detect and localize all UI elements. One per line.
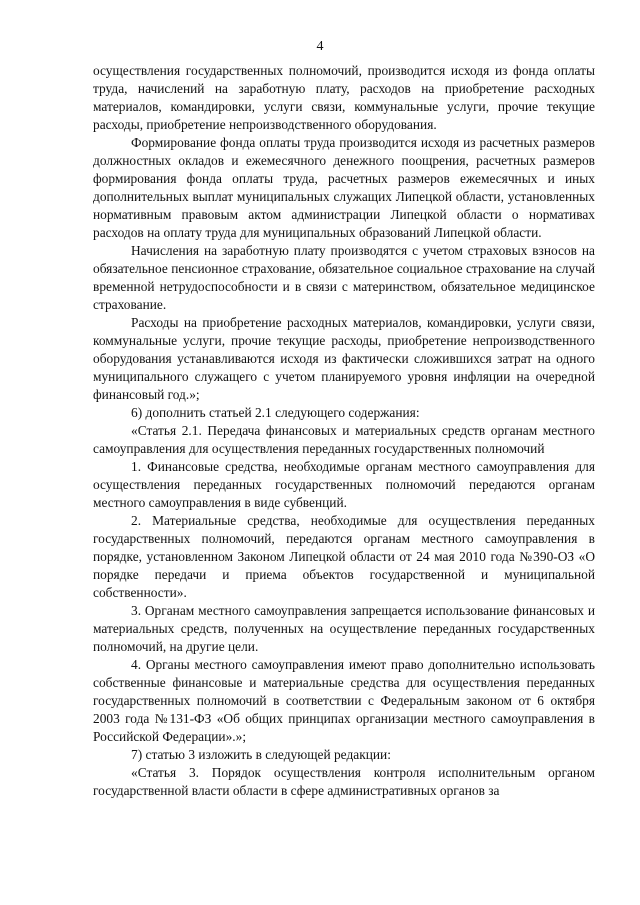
document-body — [93, 62, 595, 800]
paragraph-expenses: Расходы на приобретение расходных материалов, командировки, услуги связи, коммунальные услуги, прочие текущие расходы, приобретение непроизводственного оборудования устанавливаются исходя из фактически сложившихся затрат на одного муниципального служащего с учетом планируемого уровня инфляции на очередной финансовый год.»; — [93, 315, 595, 402]
paragraph-continuation: осуществления государственных полномочий, производится исходя из фонда оплаты труда, начислений на заработную плату, расходов на приобретение расходных материалов, командировки, услуги связи, коммунальные услуги, прочие текущие расходы, приобретение непроизводственного оборудования. — [93, 63, 595, 132]
paragraph-article-2-1-item-3: 3. Органам местного самоуправления запрещается использование финансовых и материальных средств, полученных на осуществление переданных государственных полномочий, на другие цели. — [93, 603, 595, 654]
paragraph-wage-fund: Формирование фонда оплаты труда производится исходя из расчетных размеров должностных окладов и ежемесячного денежного поощрения, расчетных размеров формирования фонда оплаты труда, расчетных размеров ежемесячных и иных дополнительных выплат муниципальных служащих Липецкой области, установленных нормативным правовым актом администрации Липецкой области о нормативах расходов на оплату труда для муниципальных образований Липецкой области. — [93, 135, 595, 240]
paragraph-article-2-1-heading: «Статья 2.1. Передача финансовых и материальных средств органам местного самоуправления для осуществления переданных государственных полномочий — [93, 423, 595, 456]
paragraph-insurance-contributions: Начисления на заработную плату производятся с учетом страховых взносов на обязательное пенсионное страхование, обязательное социальное страхование на случай временной нетрудоспособности и в связи с материнством, обязательное медицинское страхование. — [93, 243, 595, 312]
page-number: 4 — [316, 39, 324, 54]
paragraph-amendment-7: 7) статью 3 изложить в следующей редакции: — [131, 747, 391, 762]
paragraph-amendment-6: 6) дополнить статьей 2.1 следующего содержания: — [131, 405, 420, 420]
paragraph-article-2-1-item-1: 1. Финансовые средства, необходимые органам местного самоуправления для осуществления переданных государственных полномочий передаются органам местного самоуправления в виде субвенций. — [93, 459, 595, 510]
paragraph-article-3-heading: «Статья 3. Порядок осуществления контроля исполнительным органом государственной власти области в сфере административных органов за — [93, 765, 595, 798]
paragraph-article-2-1-item-2: 2. Материальные средства, необходимые для осуществления переданных государственных полномочий, передаются органам местного самоуправления в порядке, установленном Законом Липецкой области от 24 мая 2010 года №390-ОЗ «О порядке передачи и приема объектов государственной и муниципальной собственности». — [93, 513, 595, 600]
paragraph-article-2-1-item-4: 4. Органы местного самоуправления имеют право дополнительно использовать собственные финансовые и материальные средства для осуществления переданных государственных полномочий в соответствии с Федеральным законом от 6 октября 2003 года №131-ФЗ «Об общих принципах организации местного самоуправления в Российской Федерации».»; — [93, 657, 595, 744]
